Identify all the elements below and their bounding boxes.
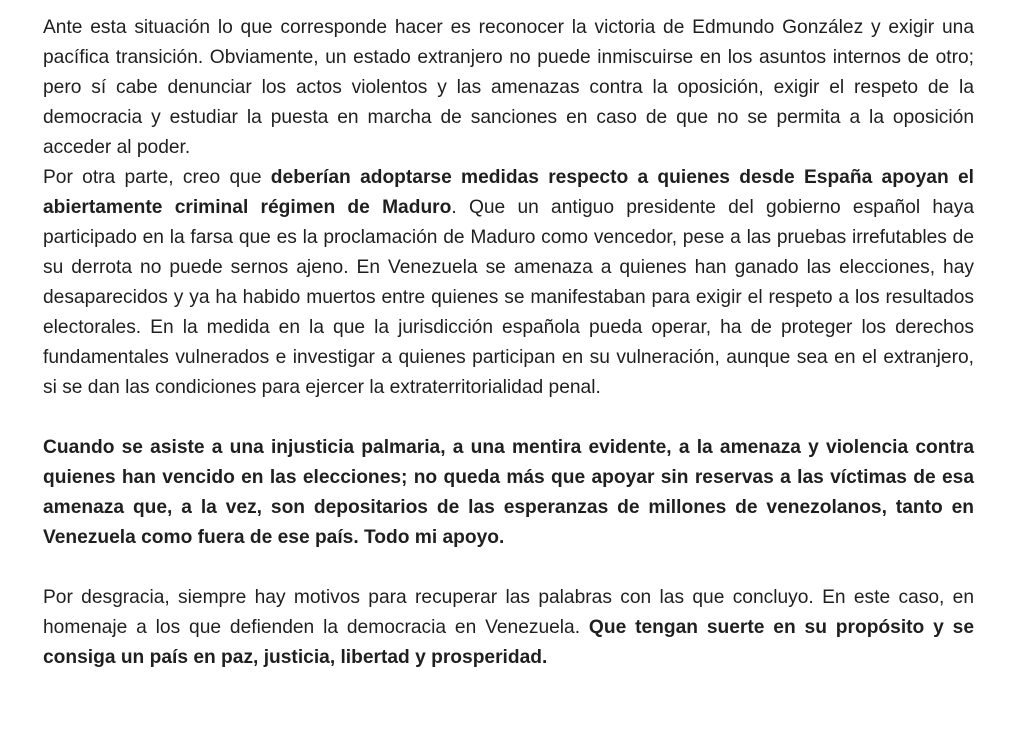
paragraph-measures-rest: . Que un antiguo presidente del gobierno español haya participado en la farsa que es la proclamación de Maduro como vencedor, pese a las pruebas irrefutables de su derrota no puede sernos ajeno. En Venezuela se amenaza a quienes han ganado las elecciones, hay desaparecidos y ya ha habido muertos entre quienes se manifestaban para exigir el respeto a los resultados electorales. En la medida en la que la jurisdicción española pueda operar, ha de proteger los derechos fundamentales vulnerados e investigar a quienes participan en su vulneración, aunque sea en el extranjero, si se dan las condiciones para ejercer la extraterritorialidad penal. [43, 197, 974, 398]
paragraph-support-text: Cuando se asiste a una injusticia palmaria, a una mentira evidente, a la amenaza y violencia contra quienes han vencido en las elecciones; no queda más que apoyar sin reservas a las víctimas de esa amenaza que, a la vez, son depositarios de las esperanzas de millones de venezolanos, tanto en Venezuela como fuera de ese país. Todo mi apoyo. [43, 437, 974, 548]
paragraph-measures-lead: Por otra parte, creo que [43, 167, 271, 188]
paragraph-closing [43, 583, 974, 673]
paragraph-recognition: Ante esta situación lo que corresponde hacer es reconocer la victoria de Edmundo González y exigir una pacífica transición. Obviamente, un estado extranjero no puede inmiscuirse en los asuntos internos de otro; pero sí cabe denunciar los actos violentos y las amenazas contra la oposición, exigir el respeto de la democracia y estudiar la puesta en marcha de sanciones en caso de que no se permita a la oposición acceder al poder. [43, 17, 974, 158]
paragraph-spacer [43, 403, 974, 433]
article-body [43, 13, 974, 673]
paragraph-support [43, 433, 974, 553]
paragraph-closing-emphasis: Que tengan suerte en su propósito y se consiga un país en paz, justicia, libertad y prosperidad. [43, 617, 974, 668]
paragraph-measures [43, 163, 974, 403]
paragraph-measures-emphasis: deberían adoptarse medidas respecto a quienes desde España apoyan el abiertamente criminal régimen de Maduro [43, 167, 974, 218]
paragraph-spacer [43, 553, 974, 583]
paragraph-closing-lead: Por desgracia, siempre hay motivos para recuperar las palabras con las que concluyo. En este caso, en homenaje a los que defienden la democracia en Venezuela. [43, 587, 974, 638]
